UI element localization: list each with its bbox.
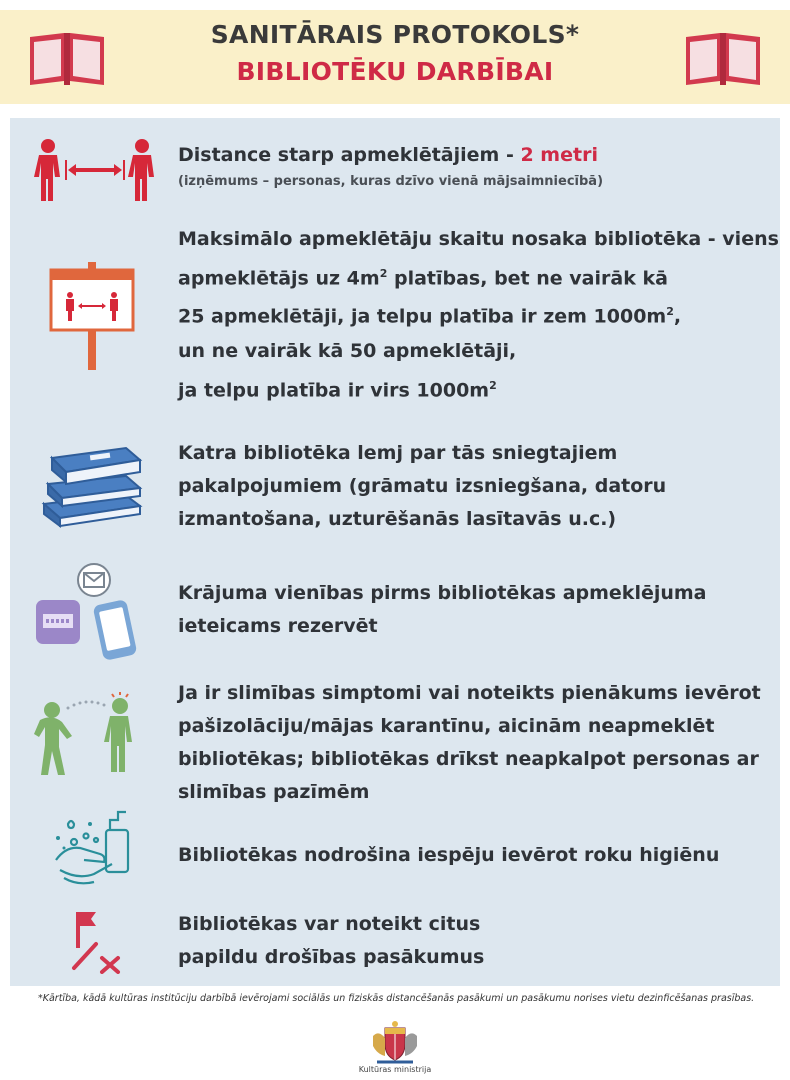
sick-person-icon (32, 692, 142, 780)
distance-note: (izņēmums – personas, kuras dzīvo vienā mājsaimniecībā) (178, 174, 604, 189)
hygiene-text: Bibliotēkas nodrošina iespēju ievērot roku higiēnu (178, 844, 720, 866)
ministry-name: Kultūras ministrija (358, 1065, 432, 1074)
page-subtitle: BIBLIOTĒKU DARBĪBAI (236, 57, 554, 86)
books-stack-icon (40, 444, 146, 528)
coat-of-arms-icon (369, 1020, 421, 1066)
flag-cross-icon (66, 908, 126, 974)
signboard-icon (48, 262, 136, 372)
additional-measures-text: Bibliotēkas var noteikt citus papildu drošības pasākumus (178, 913, 485, 968)
distance-text: Distance starp apmeklētājiem - 2 metri (178, 144, 598, 166)
capacity-text: Maksimālo apmeklētāju skaitu nosaka bibliotēka - viens apmeklētājs uz $4m^2$ platības, bet ne vairāk kā 25 apmeklētāji, ja telpu platība ir zem $1000m^2$, un ne vairāk kā 50 apmeklētāji, ja telpu platība ir virs $1000m^2$ (178, 228, 779, 401)
illness-text: Ja ir slimības simptomi vai noteikts pienākums ievērot pašizolāciju/mājas karantīnu, aicinām neapmeklēt bibliotēkas; bibliotēkas drīkst neapkalpot personas ar slimības pazīmēm (178, 682, 761, 803)
distance-value: 2 metri (520, 144, 598, 166)
footnote: *Kārtība, kādā kultūras institūciju darbībā ievērojami sociālās un fiziskās distancēšanās pasākumi un pasākumu norises vietu dezinficēšanas prasības. (38, 993, 755, 1004)
distance-people-icon (34, 138, 158, 204)
services-text: Katra bibliotēka lemj par tās sniegtajiem pakalpojumiem (grāmatu izsniegšana, datoru izmantošana, uzturēšanās lasītavās u.c.) (178, 442, 667, 530)
page-title: SANITĀRAIS PROTOKOLS* (210, 20, 580, 49)
hand-washing-icon (50, 808, 132, 892)
reservation-text: Krājuma vienības pirms bibliotēkas apmeklējuma ieteicams rezervēt (178, 582, 707, 637)
reservation-devices-icon (32, 562, 140, 660)
